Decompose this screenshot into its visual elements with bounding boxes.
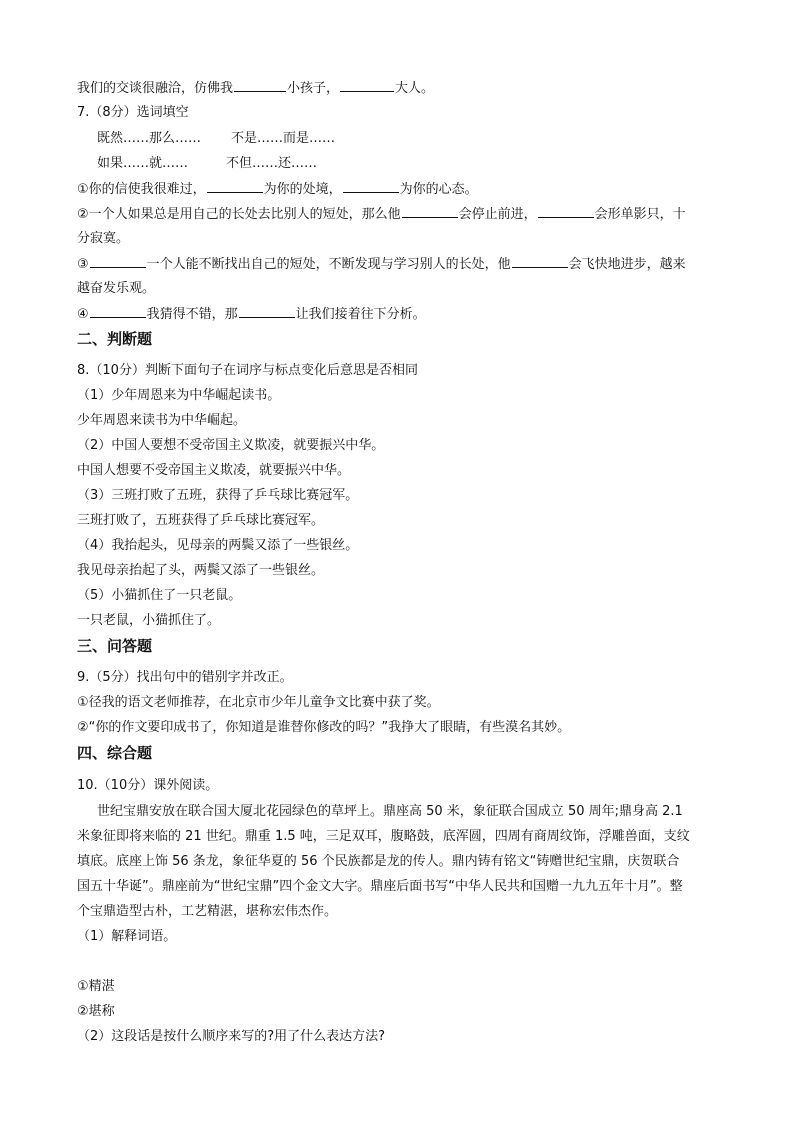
section-heading: 二、判断题 (77, 330, 153, 348)
q7-item-3 (77, 255, 686, 274)
q8-title: 8.（10分）判断下面句子在词序与标点变化后意思是否相同 (77, 363, 418, 378)
text: 一个人能不断找出自己的短处，不断发现与学习别人的长处，他 (146, 257, 511, 272)
passage-line: 米象征即将来临的 21 世纪。鼎重 1.5 吨，三足双耳，腹略鼓，底浑圆，四周有商周纹饰，浮雕兽面，支纹 (77, 829, 690, 844)
passage-line: 国五十华诞”。鼎座前为“世纪宝鼎”四个金文大字。鼎座后面书写“中华人民共和国赠一九九五年十月”。整 (77, 879, 683, 894)
text: ③ (77, 257, 89, 272)
fill-blank[interactable] (239, 305, 295, 318)
text: 会形单影只，十 (594, 207, 686, 222)
fill-blank[interactable] (512, 255, 568, 268)
q7-item-1 (77, 180, 478, 199)
passage-line: 填底。底座上饰 56 条龙，象征华夏的 56 个民族都是龙的传人。鼎内铸有铭文“铸赠世纪宝鼎，庆贺联合 (77, 854, 680, 869)
section-heading: 三、问答题 (77, 637, 153, 655)
q7-item-4 (77, 305, 426, 324)
fill-blank[interactable] (90, 305, 146, 318)
q10-sub-2: （2）这段话是按什么顺序来写的?用了什么表达方法? (77, 1029, 386, 1044)
fill-blank[interactable] (90, 255, 146, 268)
q9-title: 9.（5分）找出句中的错别字并改正。 (77, 670, 293, 685)
q8-sentence: 中国人想要不受帝国主义欺凌，就要振兴中华。 (77, 463, 351, 478)
option: 既然……那么…… (97, 131, 202, 146)
fill-blank[interactable] (343, 180, 399, 193)
q7-options-row1 (97, 130, 335, 148)
fill-blank[interactable] (340, 79, 394, 92)
text: 让我们接着往下分析。 (295, 307, 426, 322)
option: 不是……而是…… (231, 131, 336, 146)
option: 不但……还…… (226, 156, 318, 171)
q8-sentence: （3）三班打败了五班，获得了乒乓球比赛冠军。 (77, 488, 359, 503)
fill-blank[interactable] (402, 205, 458, 218)
text: 为你的处境， (263, 182, 342, 197)
q8-sentence: （2）中国人要想不受帝国主义欺凌，就要振兴中华。 (77, 438, 385, 453)
q8-sentence: （1）少年周恩来为中华崛起读书。 (77, 388, 281, 403)
q7-options-row2 (97, 155, 317, 173)
text: 会停止前进， (458, 207, 537, 222)
q10-word-2: ②堪称 (77, 1004, 115, 1019)
q8-sentence: 我见母亲抬起了头，两鬓又添了一些银丝。 (77, 563, 325, 578)
q10-title: 10.（10分）课外阅读。 (77, 778, 219, 793)
q10-word-1: ①精湛 (77, 979, 115, 994)
q7-item-2-cont: 分寂寞。 (77, 231, 130, 246)
text: ④ (77, 307, 89, 322)
q8-sentence: （4）我抬起头，见母亲的两鬓又添了一些银丝。 (77, 538, 359, 553)
option: 如果……就…… (97, 156, 189, 171)
q10-sub-1: （1）解释词语。 (77, 929, 177, 944)
q7-item-2 (77, 205, 686, 224)
text: ②一个人如果总是用自己的长处去比别人的短处，那么他 (77, 207, 401, 222)
section-heading: 四、综合题 (77, 744, 153, 762)
text: 会飞快地进步，越来 (568, 257, 686, 272)
q7-title: 7.（8分）选词填空 (77, 105, 189, 120)
text: ①你的信使我很难过， (77, 182, 206, 197)
text: 为你的心态。 (399, 182, 478, 197)
q8-sentence: （5）小猫抓住了一只老鼠。 (77, 588, 242, 603)
fill-blank[interactable] (207, 180, 263, 193)
q7-item-3-cont: 越奋发乐观。 (77, 281, 156, 296)
fill-blank[interactable] (234, 79, 286, 92)
passage-line: 个宝鼎造型古朴，工艺精湛，堪称宏伟杰作。 (77, 904, 338, 919)
q8-sentence: 一只老鼠，小猫抓住了。 (77, 613, 221, 628)
q8-sentence: 三班打败了，五班获得了乒乓球比赛冠军。 (77, 513, 325, 528)
fill-blank[interactable] (538, 205, 594, 218)
passage-line: 世纪宝鼎安放在联合国大厦北花园绿色的草坪上。鼎座高 50 米，象征联合国成立 50 周年;鼎身高 2.1 (97, 804, 683, 819)
text: 我们的交谈很融洽，仿佛我 (77, 81, 234, 96)
q9-item-1: ①径我的语文老师推荐，在北京市少年儿童争文比赛中获了奖。 (77, 695, 440, 710)
text: 我猜得不错，那 (146, 307, 238, 322)
text: 大人。 (395, 81, 435, 96)
q9-item-2: ②“你的作文要印成书了，你知道是谁替你修改的吗？”我挣大了眼睛，有些漠名其妙。 (77, 720, 571, 735)
q6-sentence (77, 79, 434, 98)
q8-sentence: 少年周恩来读书为中华崛起。 (77, 413, 247, 428)
text: 小孩子， (287, 81, 340, 96)
